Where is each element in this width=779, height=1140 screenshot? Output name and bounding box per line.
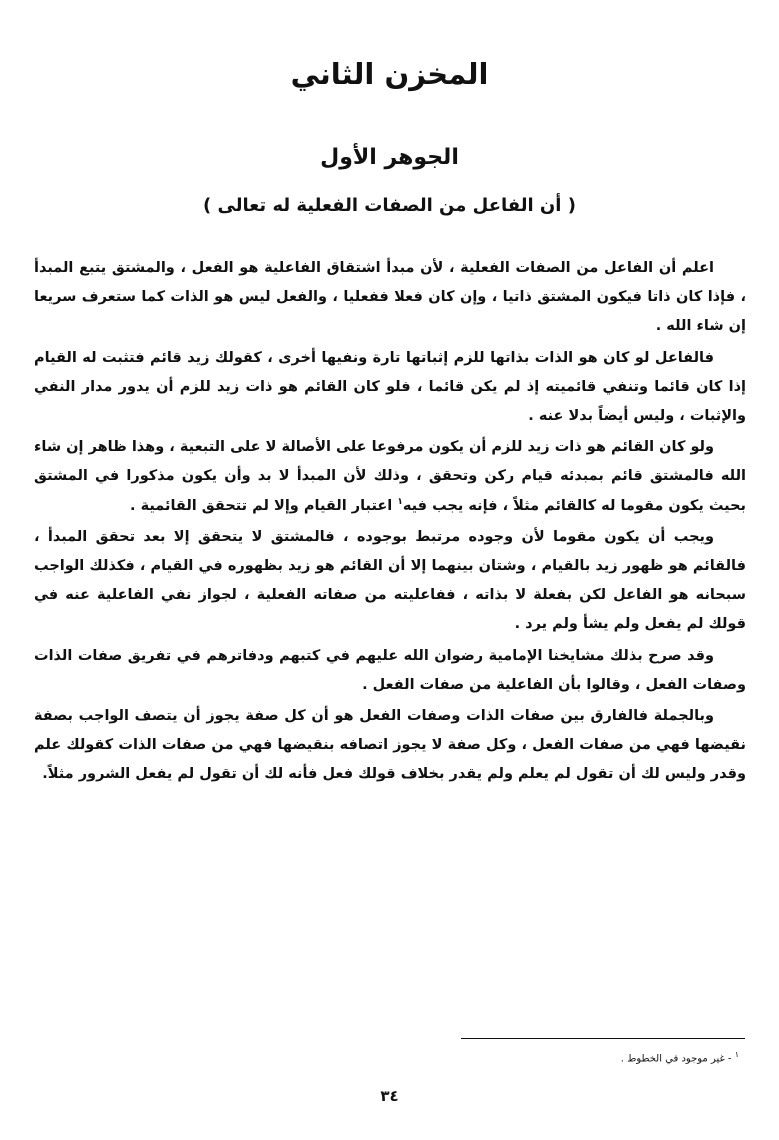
body-text: [34, 254, 746, 792]
paragraph: فالفاعل لو كان هو الذات بذاتها للزم إثباتها تارة ونفيها أخرى ، كقولك زيد قائم فتثبت له القيام إذا كان قائما وتنفي قائميته إذ لم يكن قائما ، فلو كان القائم هو ذات زيد للزم أن يدور مدار النفي والإثبات ، وليس أيضاً بدلا عنه .: [34, 349, 746, 425]
paragraph-with-footnote: [34, 433, 746, 521]
paragraph: وقد صرح بذلك مشايخنا الإمامية رضوان الله عليهم في كتبهم ودفاترهم في تفريق صفات الذات وصفات الفعل ، وقالوا بأن الفاعلية من صفات الفعل .: [34, 647, 746, 693]
section-title: الجوهر الأول: [320, 145, 459, 170]
footnote: [339, 1046, 739, 1068]
footnote-reference: ١: [397, 496, 403, 507]
paragraph-text: اعتبار القيام وإلا لم تتحقق القائمية .: [130, 497, 393, 514]
paragraph: ويجب أن يكون مقوما لأن وجوده مرتبط بوجوده ، فالمشتق لا يتحقق إلا بعد تحقق المبدأ ، فالقائم هو ظهور زيد بالقيام ، وشتان بينهما إلا أن القائم هو زيد بظهوره في القيام ، فكذلك الواجب سبحانه هو الفاعل لكن بفعلة لا بذاته ، ففاعليته من صفاته الفعلية ، لجواز نفي الفاعلية عنه في قولك لم يفعل ولم يشأ ولم يرد .: [34, 528, 746, 633]
paragraph: اعلم أن الفاعل من الصفات الفعلية ، لأن مبدأ اشتقاق الفاعلية هو الفعل ، والمشتق يتبع المبدأ ، فإذا كان ذاتا فيكون المشتق ذاتيا ، وإن كان فعلا ففعليا ، والفعل ليس هو الذات كما ستعرف سريعا إن شاء الله .: [34, 260, 746, 335]
page-number: ٣٤: [380, 1087, 399, 1105]
paragraph-text: ولو كان القائم هو ذات زيد للزم أن يكون مرفوعا على الأصالة لا على التبعية ، وهذا ظاهر إن شاء الله فالمشتق قائم بمبدئه قيام ركن وتحقق ، وذلك لأن المبدأ لا بد وأن يكون مذكورا في المشتق بحيث يكون مقوما له كالقائم مثلاً ، فإنه يجب فيه: [34, 439, 746, 514]
section-subtitle: ( أن الفاعل من الصفات الفعلية له تعالى ): [203, 195, 576, 216]
footnote-marker: ١: [734, 1050, 739, 1059]
paragraph: وبالجملة فالفارق بين صفات الذات وصفات الفعل هو أن كل صفة يجوز أن يتصف الواجب بصفة نقيضها فهي من صفات الفعل ، وكل صفة لا يجوز اتصافه بنقيضها فهي من صفات الذات كقولك علم وقدر وليس لك أن تقول لم يعلم ولم يقدر بخلاف قولك فعل فأنه لك أن تقول لم يفعل الشرور مثلاً.: [34, 708, 746, 783]
main-title: المخزن الثاني: [290, 57, 489, 91]
footnote-divider: [461, 1038, 745, 1039]
footnote-text: - غير موجود في الخطوط .: [620, 1053, 732, 1065]
